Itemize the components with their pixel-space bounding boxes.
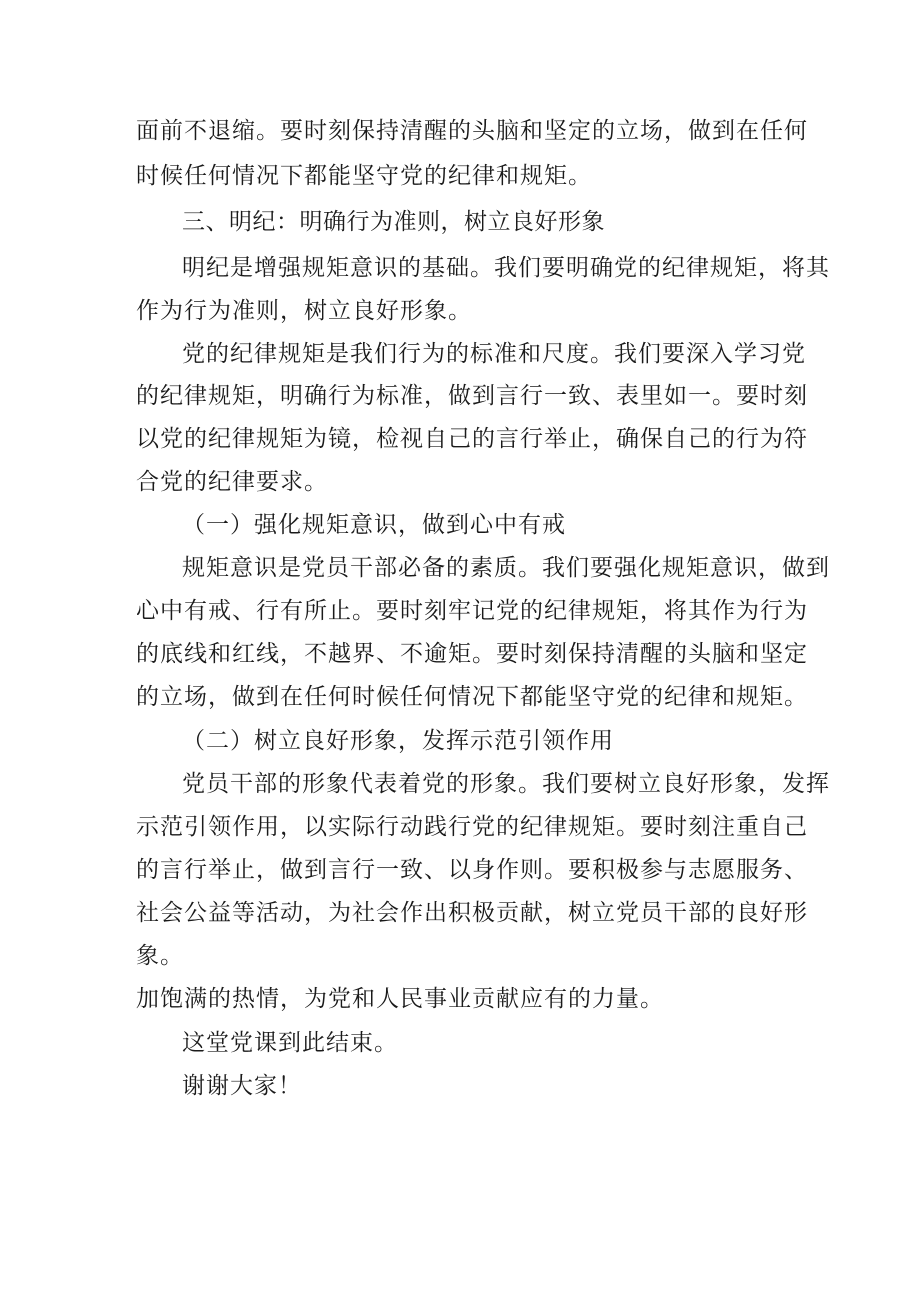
- paragraph-line: 加饱满的热情，为党和人民事业贡献应有的力量。: [136, 986, 664, 1012]
- paragraph-line: 党的纪律规矩是我们行为的标准和尺度。我们要深入学习党: [182, 341, 806, 367]
- paragraph-line: 明纪是增强规矩意识的基础。我们要明确党的纪律规矩，将其: [182, 255, 830, 281]
- paragraph-line: 以党的纪律规矩为镜，检视自己的言行举止，确保自己的行为符: [136, 426, 808, 452]
- closing-line: 谢谢大家！: [182, 1073, 302, 1099]
- paragraph-line: 作为行为准则，树立良好形象。: [136, 298, 472, 324]
- paragraph-line: 的纪律规矩，明确行为标准，做到言行一致、表里如一。要时刻: [136, 383, 808, 409]
- paragraph-line: 的言行举止，做到言行一致、以身作则。要积极参与志愿服务、: [136, 857, 808, 883]
- paragraph-line: 规矩意识是党员干部必备的素质。我们要强化规矩意识，做到: [182, 555, 830, 581]
- subsection-heading: （二）树立良好形象，发挥示范引领作用: [182, 728, 614, 754]
- paragraph-line: 象。: [136, 943, 184, 969]
- paragraph-line: 社会公益等活动，为社会作出积极贡献，树立党员干部的良好形: [136, 900, 808, 926]
- section-heading: 三、明纪：明确行为准则，树立良好形象: [182, 209, 605, 235]
- paragraph-line: 合党的纪律要求。: [136, 469, 328, 495]
- paragraph-line: 党员干部的形象代表着党的形象。我们要树立良好形象，发挥: [182, 771, 830, 797]
- closing-line: 这堂党课到此结束。: [182, 1030, 398, 1056]
- paragraph-line: 的底线和红线，不越界、不逾矩。要时刻保持清醒的头脑和坚定: [136, 641, 808, 667]
- paragraph-line: 心中有戒、行有所止。要时刻牢记党的纪律规矩，将其作为行为: [136, 598, 808, 624]
- paragraph-line: 面前不退缩。要时刻保持清醒的头脑和坚定的立场，做到在任何: [136, 118, 808, 144]
- paragraph-line: 的立场，做到在任何时候任何情况下都能坚守党的纪律和规矩。: [136, 684, 808, 710]
- subsection-heading: （一）强化规矩意识，做到心中有戒: [182, 512, 566, 538]
- paragraph-line: 时候任何情况下都能坚守党的纪律和规矩。: [136, 163, 592, 189]
- paragraph-line: 示范引领作用，以实际行动践行党的纪律规矩。要时刻注重自己: [136, 814, 808, 840]
